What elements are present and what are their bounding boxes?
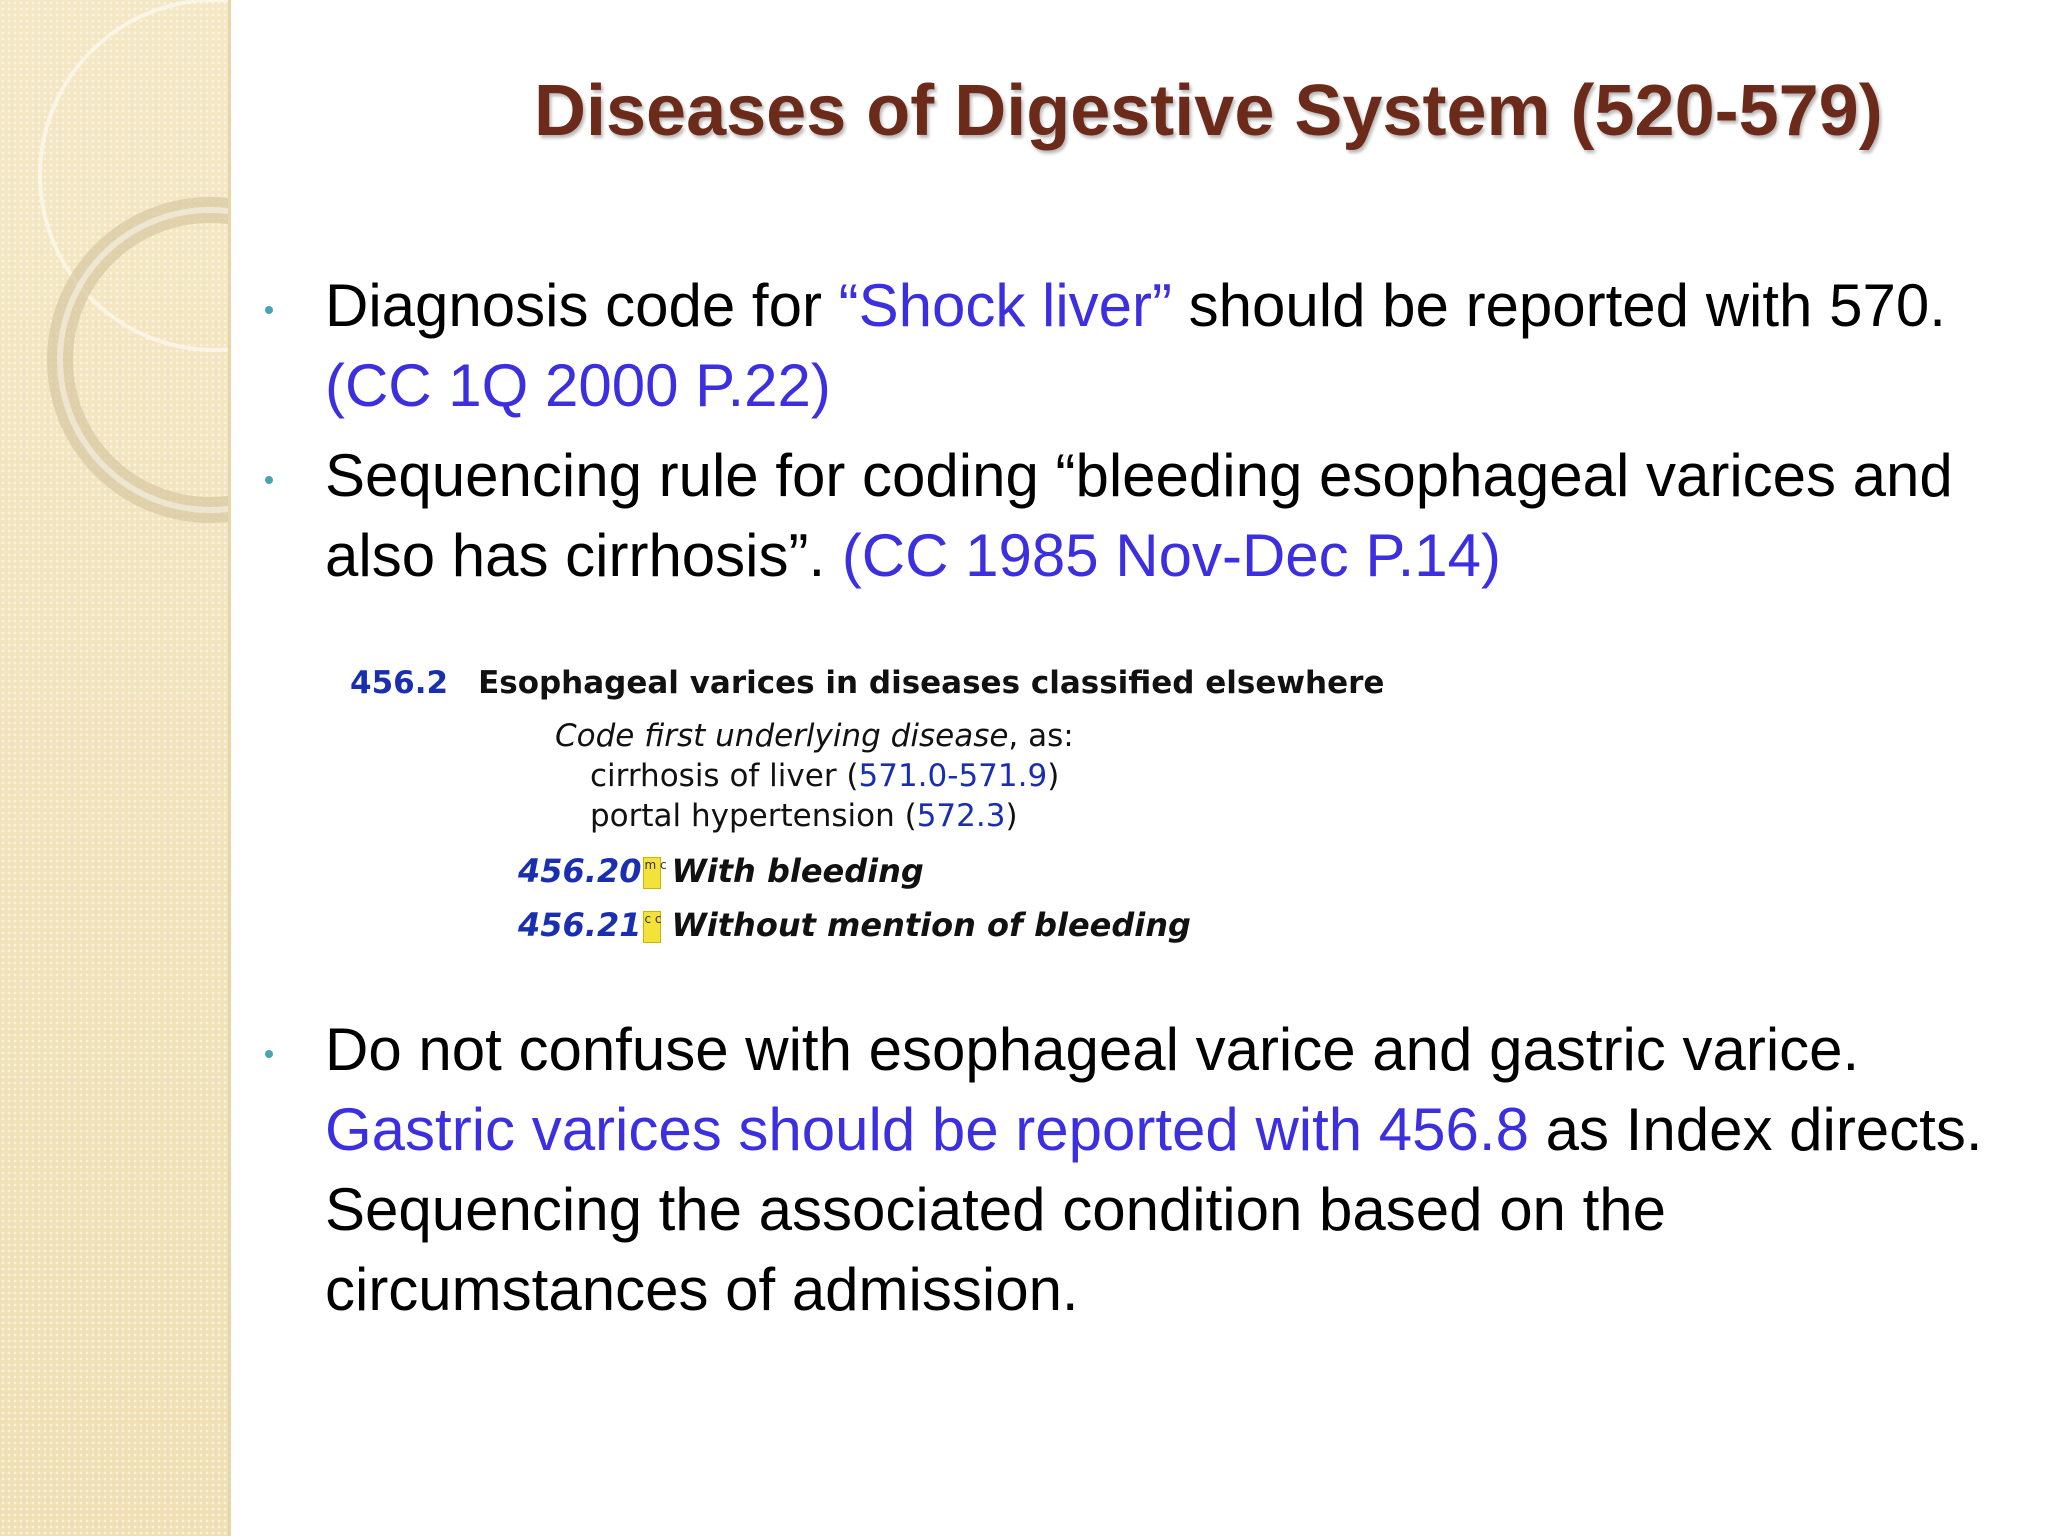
bullet-shock-liver [325, 266, 2005, 426]
ring-decoration-icon [0, 0, 228, 1536]
gastric-varices-highlight: Gastric varices should be reported with 456.8 [325, 1096, 1529, 1163]
bullet-text-segment: should be reported with 570. [1172, 272, 1946, 339]
reference-note [555, 718, 1074, 754]
bullet-text-segment: as Index directs. Sequencing the associated condition based on the circumstances of admission. [325, 1096, 1983, 1323]
subcode-row [518, 906, 1191, 944]
item-code: 571.0-571.9 [858, 758, 1048, 794]
bullet-sequencing-rule [325, 436, 2005, 596]
reference-item [590, 798, 1018, 834]
cc-badge-icon: c c [643, 911, 661, 943]
decorative-sidebar [0, 0, 231, 1536]
slide-title: Diseases of Digestive System (520-579) [534, 71, 1883, 151]
reference-title: Esophageal varices in diseases classified elsewhere [478, 665, 1385, 701]
item-text: portal hypertension ( [590, 798, 917, 834]
bullet-text-segment: Sequencing rule for coding “bleeding esophageal varices and also has cirrhosis”. [325, 442, 1953, 589]
subcode-row [518, 852, 924, 890]
mcc-badge-icon: m c [643, 857, 661, 889]
item-close: ) [1047, 758, 1060, 794]
shock-liver-highlight: “Shock liver” [838, 272, 1173, 339]
subcode-label: With bleeding [671, 852, 924, 890]
note-suffix: , as: [1008, 718, 1074, 754]
subcode: 456.21 [518, 906, 642, 944]
reference-item [590, 758, 1059, 794]
subcode-label: Without mention of bleeding [671, 906, 1191, 944]
item-code: 572.3 [916, 798, 1006, 834]
coding-clinic-reference: (CC 1Q 2000 P.22) [325, 352, 831, 419]
bullet-text-segment: Do not confuse with esophageal varice and gastric varice. [325, 1016, 1860, 1083]
icd-reference-excerpt [350, 650, 1385, 960]
reference-code: 456.2 [350, 665, 449, 701]
item-text: cirrhosis of liver ( [590, 758, 859, 794]
coding-clinic-reference: (CC 1985 Nov-Dec P.14) [841, 522, 1502, 589]
bullet-text-segment: Diagnosis code for [325, 272, 839, 339]
bullet-marker [265, 1050, 273, 1058]
subcode: 456.20 [518, 852, 642, 890]
bullet-marker [265, 476, 273, 484]
bullet-marker [265, 306, 273, 314]
item-close: ) [1005, 798, 1018, 834]
reference-heading [350, 665, 1384, 701]
bullet-gastric-varices [325, 1010, 2005, 1330]
note-label: Code first underlying disease [555, 718, 1009, 754]
